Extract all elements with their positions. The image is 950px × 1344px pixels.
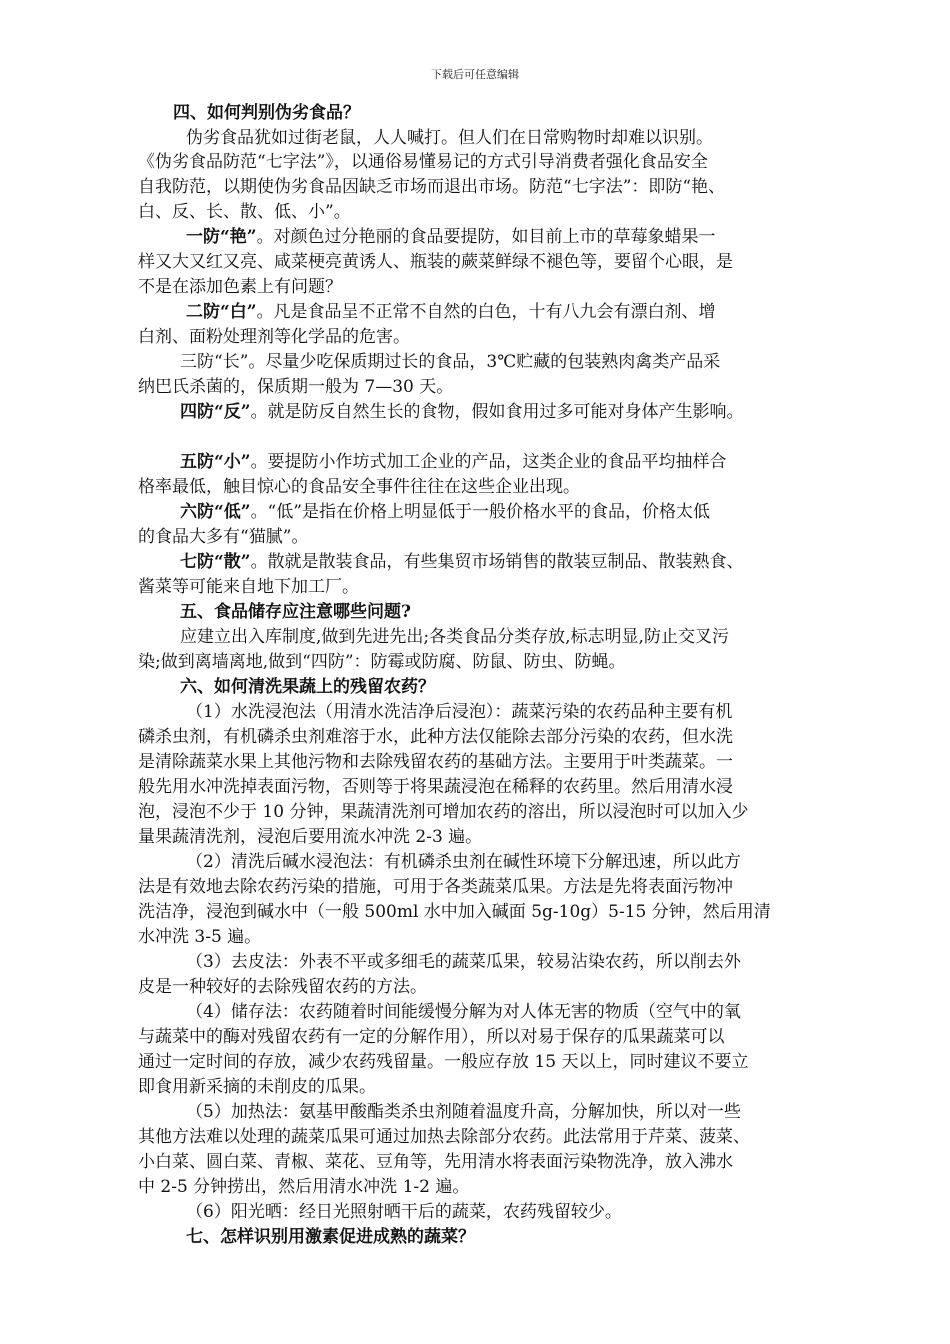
text-line [186, 1101, 741, 1123]
bold-text: 二防“白” [186, 302, 257, 322]
text-line [180, 501, 710, 523]
line-text: 《伪劣食品防范“七字法”》，以通俗易懂易记的方式引导消费者强化食品安全 [138, 152, 708, 172]
line-text: 泡，浸泡不少于 10 分钟，果蔬清洗剂可增加农药的溶出，所以浸泡时可以加入少 [138, 802, 749, 822]
text-line [173, 102, 360, 124]
line-text: 应建立出入库制度,做到先进先出;各类食品分类存放,标志明显,防止交叉污 [180, 627, 729, 647]
line-text: 般先用水冲洗掉表面污物，否则等于将果蔬浸泡在稀释的农药里。然后用清水浸 [138, 777, 733, 797]
text-line [138, 751, 733, 773]
line-text: 其他方法难以处理的蔬菜瓜果可通过加热去除部分农药。此法常用于芹菜、菠菜、 [138, 1127, 750, 1147]
line-text: 白、反、长、散、低、小”。 [138, 202, 351, 222]
text-line [138, 801, 748, 823]
line-text: 。对颜色过分艳丽的食品要提防，如目前上市的草莓象蜡果一 [256, 227, 716, 247]
text-line [138, 376, 453, 398]
line-text: （3）去皮法：外表不平或多细毛的蔬菜瓜果，较易沾染农药，所以削去外 [186, 952, 741, 972]
text-line [138, 901, 771, 923]
line-text: 格率最低，触目惊心的食品安全事件往往在这些企业出现。 [138, 477, 580, 497]
bold-text: 四、如何判别伪劣食品？ [173, 103, 360, 123]
text-line [138, 576, 359, 598]
line-text: （4）储存法：农药随着时间能缓慢分解为对人体无害的物质（空气中的氧 [186, 1002, 741, 1022]
text-line [138, 476, 580, 498]
line-text: 伪劣食品犹如过街老鼠，人人喊打。但人们在日常购物时却难以识别。 [186, 128, 713, 148]
text-line [138, 1076, 376, 1098]
line-text: 法是有效地去除农药污染的措施，可用于各类蔬菜瓜果。方法是先将表面污物冲 [138, 877, 733, 897]
line-text: 纳巴氏杀菌的，保质期一般为 7—30 天。 [138, 377, 454, 397]
text-line [138, 651, 626, 673]
line-text: 。要提防小作坊式加工企业的产品，这类企业的食品平均抽样合 [250, 452, 727, 472]
line-text: 。“低”是指在价格上明显低于一般价格水平的食品，价格太低 [250, 502, 710, 522]
text-line [138, 1051, 748, 1073]
text-line [180, 351, 720, 373]
bold-text: 一防“艳” [186, 227, 257, 247]
bold-text: 七、怎样识别用激素促进成熟的蔬菜？ [186, 1227, 475, 1247]
text-line [138, 976, 427, 998]
line-text: （6）阳光晒：经日光照射晒干后的蔬菜，农药残留较少。 [186, 1202, 622, 1222]
text-line [138, 726, 733, 748]
text-line [138, 1176, 469, 1198]
line-text: 与蔬菜中的酶对残留农药有一定的分解作用），所以对易于保存的瓜果蔬菜可以 [138, 1027, 725, 1047]
line-text: 三防“长”。尽量少吃保质期过长的食品，3℃贮藏的包装熟肉禽类产品采 [180, 352, 721, 372]
line-text: 。散就是散装食品，有些集贸市场销售的散装豆制品、散装熟食、 [250, 552, 744, 572]
text-line [138, 526, 308, 548]
text-line [186, 701, 732, 723]
text-line [138, 176, 725, 198]
text-line [138, 826, 482, 848]
text-line [138, 251, 733, 273]
line-text: 小白菜、圆白菜、青椒、菜花、豆角等，先用清水将表面污染物洗净，放入沸水 [138, 1152, 733, 1172]
text-line [186, 226, 716, 248]
line-text: 是清除蔬菜水果上其他污物和去除残留农药的基础方法。主要用于叶类蔬菜。一 [138, 752, 733, 772]
page-header: 下载后可任意编辑 [431, 68, 519, 81]
line-text: 中 2-5 分钟捞出，然后用清水冲洗 1-2 遍。 [138, 1177, 470, 1197]
text-line [180, 676, 435, 698]
line-text: 染;做到离墙离地,做到“四防”：防霉或防腐、防鼠、防虫、防蝇。 [138, 652, 626, 672]
line-text: 即食用新采摘的未削皮的瓜果。 [138, 1077, 376, 1097]
line-text: 磷杀虫剂，有机磷杀虫剂难溶于水，此种方法仅能除去部分污染的农药，但水洗 [138, 727, 733, 747]
line-text: 样又大又红又亮、咸菜梗亮黄诱人、瓶装的蕨菜鲜绿不褪色等，要留个心眼，是 [138, 252, 733, 272]
text-line [138, 876, 733, 898]
text-line [138, 1126, 750, 1148]
text-line [138, 276, 342, 298]
line-text: 。就是防反自然生长的食物，假如食用过多可能对身体产生影响。 [250, 402, 744, 422]
line-text: 自我防范，以期使伪劣食品因缺乏市场而退出市场。防范“七字法”：即防“艳、 [138, 177, 726, 197]
line-text: 水冲洗 3-5 遍。 [138, 927, 262, 947]
bold-text: 七防“散” [180, 552, 251, 572]
text-line [180, 601, 411, 623]
line-text: （1）水洗浸泡法（用清水洗洁净后浸泡）：蔬菜污染的农药品种主要有机 [186, 702, 733, 722]
line-text: 酱菜等可能来自地下加工厂。 [138, 577, 359, 597]
bold-text: 五防“小” [180, 452, 251, 472]
text-line [138, 1151, 733, 1173]
text-line [186, 951, 741, 973]
text-line [138, 151, 708, 173]
line-text: 的食品大多有“猫腻”。 [138, 527, 309, 547]
text-line [138, 776, 733, 798]
bold-text: 五、食品储存应注意哪些问题? [180, 602, 411, 622]
text-line [186, 1201, 622, 1223]
text-line [180, 626, 729, 648]
line-text: （5）加热法：氨基甲酸酯类杀虫剂随着温度升高，分解加快，所以对一些 [186, 1102, 741, 1122]
text-line [138, 201, 351, 223]
bold-text: 四防“反” [180, 402, 251, 422]
text-line [186, 301, 716, 323]
line-text: 量果蔬清洗剂，浸泡后要用流水冲洗 2-3 遍。 [138, 827, 483, 847]
text-line [138, 326, 410, 348]
text-line [180, 401, 744, 423]
text-line [138, 926, 261, 948]
text-line [186, 1226, 475, 1248]
line-text: 洗洁净，浸泡到碱水中（一般 500ml 水中加入碱面 5g-10g）5-15 分钟，然后用清 [138, 902, 771, 922]
text-line [180, 551, 744, 573]
text-line [186, 127, 713, 149]
text-line [186, 1001, 741, 1023]
line-text: 不是在添加色素上有问题？ [138, 277, 342, 297]
text-line [138, 1026, 725, 1048]
text-line [186, 851, 741, 873]
bold-text: 六防“低” [180, 502, 251, 522]
line-text: （2）清洗后碱水浸泡法：有机磷杀虫剂在碱性环境下分解迅速，所以此方 [186, 852, 741, 872]
line-text: 白剂、面粉处理剂等化学品的危害。 [138, 327, 410, 347]
line-text: 。凡是食品呈不正常不自然的白色，十有八九会有漂白剂、增 [256, 302, 716, 322]
text-line [180, 451, 727, 473]
bold-text: 六、如何清洗果蔬上的残留农药？ [180, 677, 435, 697]
line-text: 通过一定时间的存放，减少农药残留量。一般应存放 15 天以上，同时建议不要立 [138, 1052, 749, 1072]
line-text: 皮是一种较好的去除残留农药的方法。 [138, 977, 427, 997]
